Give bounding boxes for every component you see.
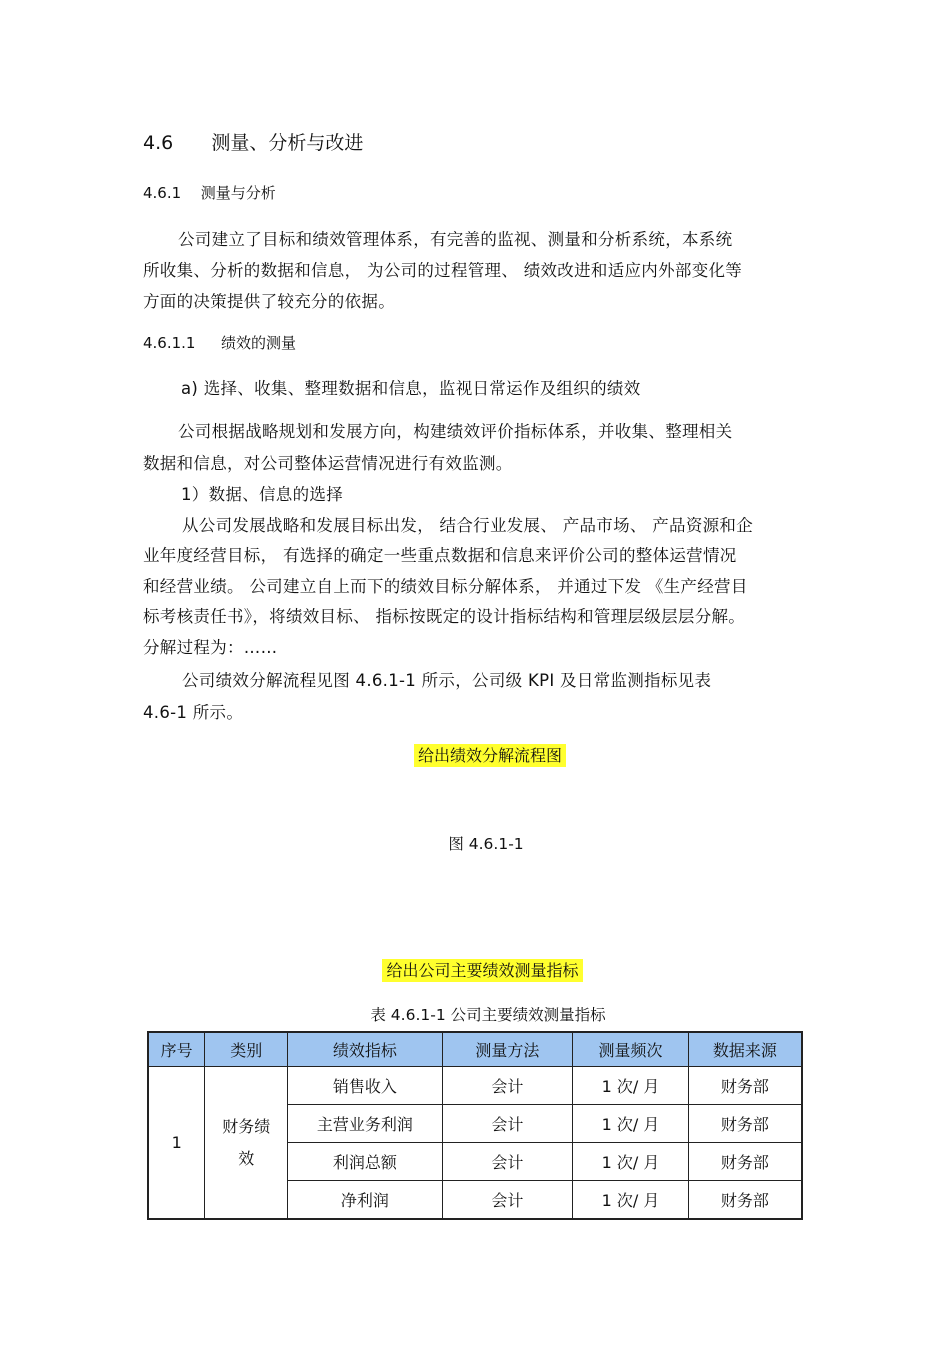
figure-caption: 图 4.6.1-1	[448, 835, 524, 853]
highlight-flowchart-note: 给出绩效分解流程图	[414, 744, 566, 767]
table-cell-index: 1	[148, 1067, 205, 1220]
table-cell-frequency: 1 次/ 月	[573, 1067, 689, 1105]
table-cell-frequency: 1 次/ 月	[573, 1143, 689, 1181]
section-number: 4.6	[143, 132, 174, 154]
table-header-cell: 序号	[148, 1032, 205, 1067]
subsubsection-number: 4.6.1.1	[143, 334, 196, 352]
table-cell-source: 财务部	[688, 1067, 802, 1105]
table-cell-source: 财务部	[688, 1181, 802, 1220]
table-cell-source: 财务部	[688, 1105, 802, 1143]
table-cell-indicator: 销售收入	[288, 1067, 442, 1105]
table-caption: 表 4.6.1-1 公司主要绩效测量指标	[370, 1006, 606, 1024]
intro-line-2: 所收集、分析的数据和信息， 为公司的过程管理、 绩效改进和适应内外部变化等	[143, 261, 743, 280]
table-cell-source: 财务部	[688, 1143, 802, 1181]
item-1: 1）数据、信息的选择	[181, 485, 343, 504]
subsection-heading	[143, 182, 276, 203]
highlight-kpi-note: 给出公司主要绩效测量指标	[382, 959, 582, 982]
table-header-cell: 绩效指标	[288, 1032, 442, 1067]
table-cell-indicator: 利润总额	[288, 1143, 442, 1181]
table-header-cell: 类别	[205, 1032, 288, 1067]
table-header-cell: 测量方法	[442, 1032, 573, 1067]
table-cell-indicator: 净利润	[288, 1181, 442, 1220]
table-cell-indicator: 主营业务利润	[288, 1105, 442, 1143]
table-caption-wrapper	[0, 1003, 950, 1025]
table-cell-method: 会计	[442, 1181, 573, 1220]
para4-line-1: 公司绩效分解流程见图 4.6.1-1 所示，公司级 KPI 及日常监测指标见表	[182, 671, 712, 690]
para3-line-1: 从公司发展战略和发展目标出发， 结合行业发展、 产品市场、 产品资源和企	[182, 516, 754, 535]
table-row	[148, 1067, 802, 1105]
table-cell-category: 财务绩 效	[205, 1067, 288, 1220]
para4-line-2: 4.6-1 所示。	[143, 703, 244, 722]
table-header-cell: 数据来源	[688, 1032, 802, 1067]
table-cell-method: 会计	[442, 1067, 573, 1105]
section-title: 测量、分析与改进	[211, 132, 364, 154]
subsubsection-heading	[143, 332, 296, 353]
intro-line-1: 公司建立了目标和绩效管理体系，有完善的监视、测量和分析系统，本系统	[178, 230, 733, 249]
intro-line-3: 方面的决策提供了较充分的依据。	[143, 292, 395, 311]
table-header-cell: 测量频次	[573, 1032, 689, 1067]
table-header-row	[148, 1032, 802, 1067]
highlight-wrapper-1	[0, 743, 950, 766]
table-cell-method: 会计	[442, 1105, 573, 1143]
para2-line-2: 数据和信息，对公司整体运营情况进行有效监测。	[143, 454, 513, 473]
subsubsection-title: 绩效的测量	[221, 334, 297, 352]
figure-caption-wrapper	[0, 832, 950, 854]
subsection-number: 4.6.1	[143, 184, 182, 202]
para3-line-3: 和经营业绩。 公司建立自上而下的绩效目标分解体系， 并通过下发 《生产经营目	[143, 577, 748, 596]
table-cell-method: 会计	[442, 1143, 573, 1181]
table-cell-frequency: 1 次/ 月	[573, 1105, 689, 1143]
kpi-table	[147, 1031, 803, 1220]
table-cell-frequency: 1 次/ 月	[573, 1181, 689, 1220]
section-heading	[143, 128, 363, 155]
highlight-wrapper-2	[0, 958, 950, 981]
item-a: a) 选择、收集、整理数据和信息，监视日常运作及组织的绩效	[181, 379, 641, 398]
para3-line-4: 标考核责任书》，将绩效目标、 指标按既定的设计指标结构和管理层级层层分解。	[143, 607, 746, 626]
para2-line-1: 公司根据战略规划和发展方向，构建绩效评价指标体系，并收集、整理相关	[178, 422, 733, 441]
para3-line-2: 业年度经营目标， 有选择的确定一些重点数据和信息来评价公司的整体运营情况	[143, 546, 737, 565]
para3-line-5: 分解过程为：……	[143, 638, 278, 657]
subsection-title: 测量与分析	[200, 184, 276, 202]
